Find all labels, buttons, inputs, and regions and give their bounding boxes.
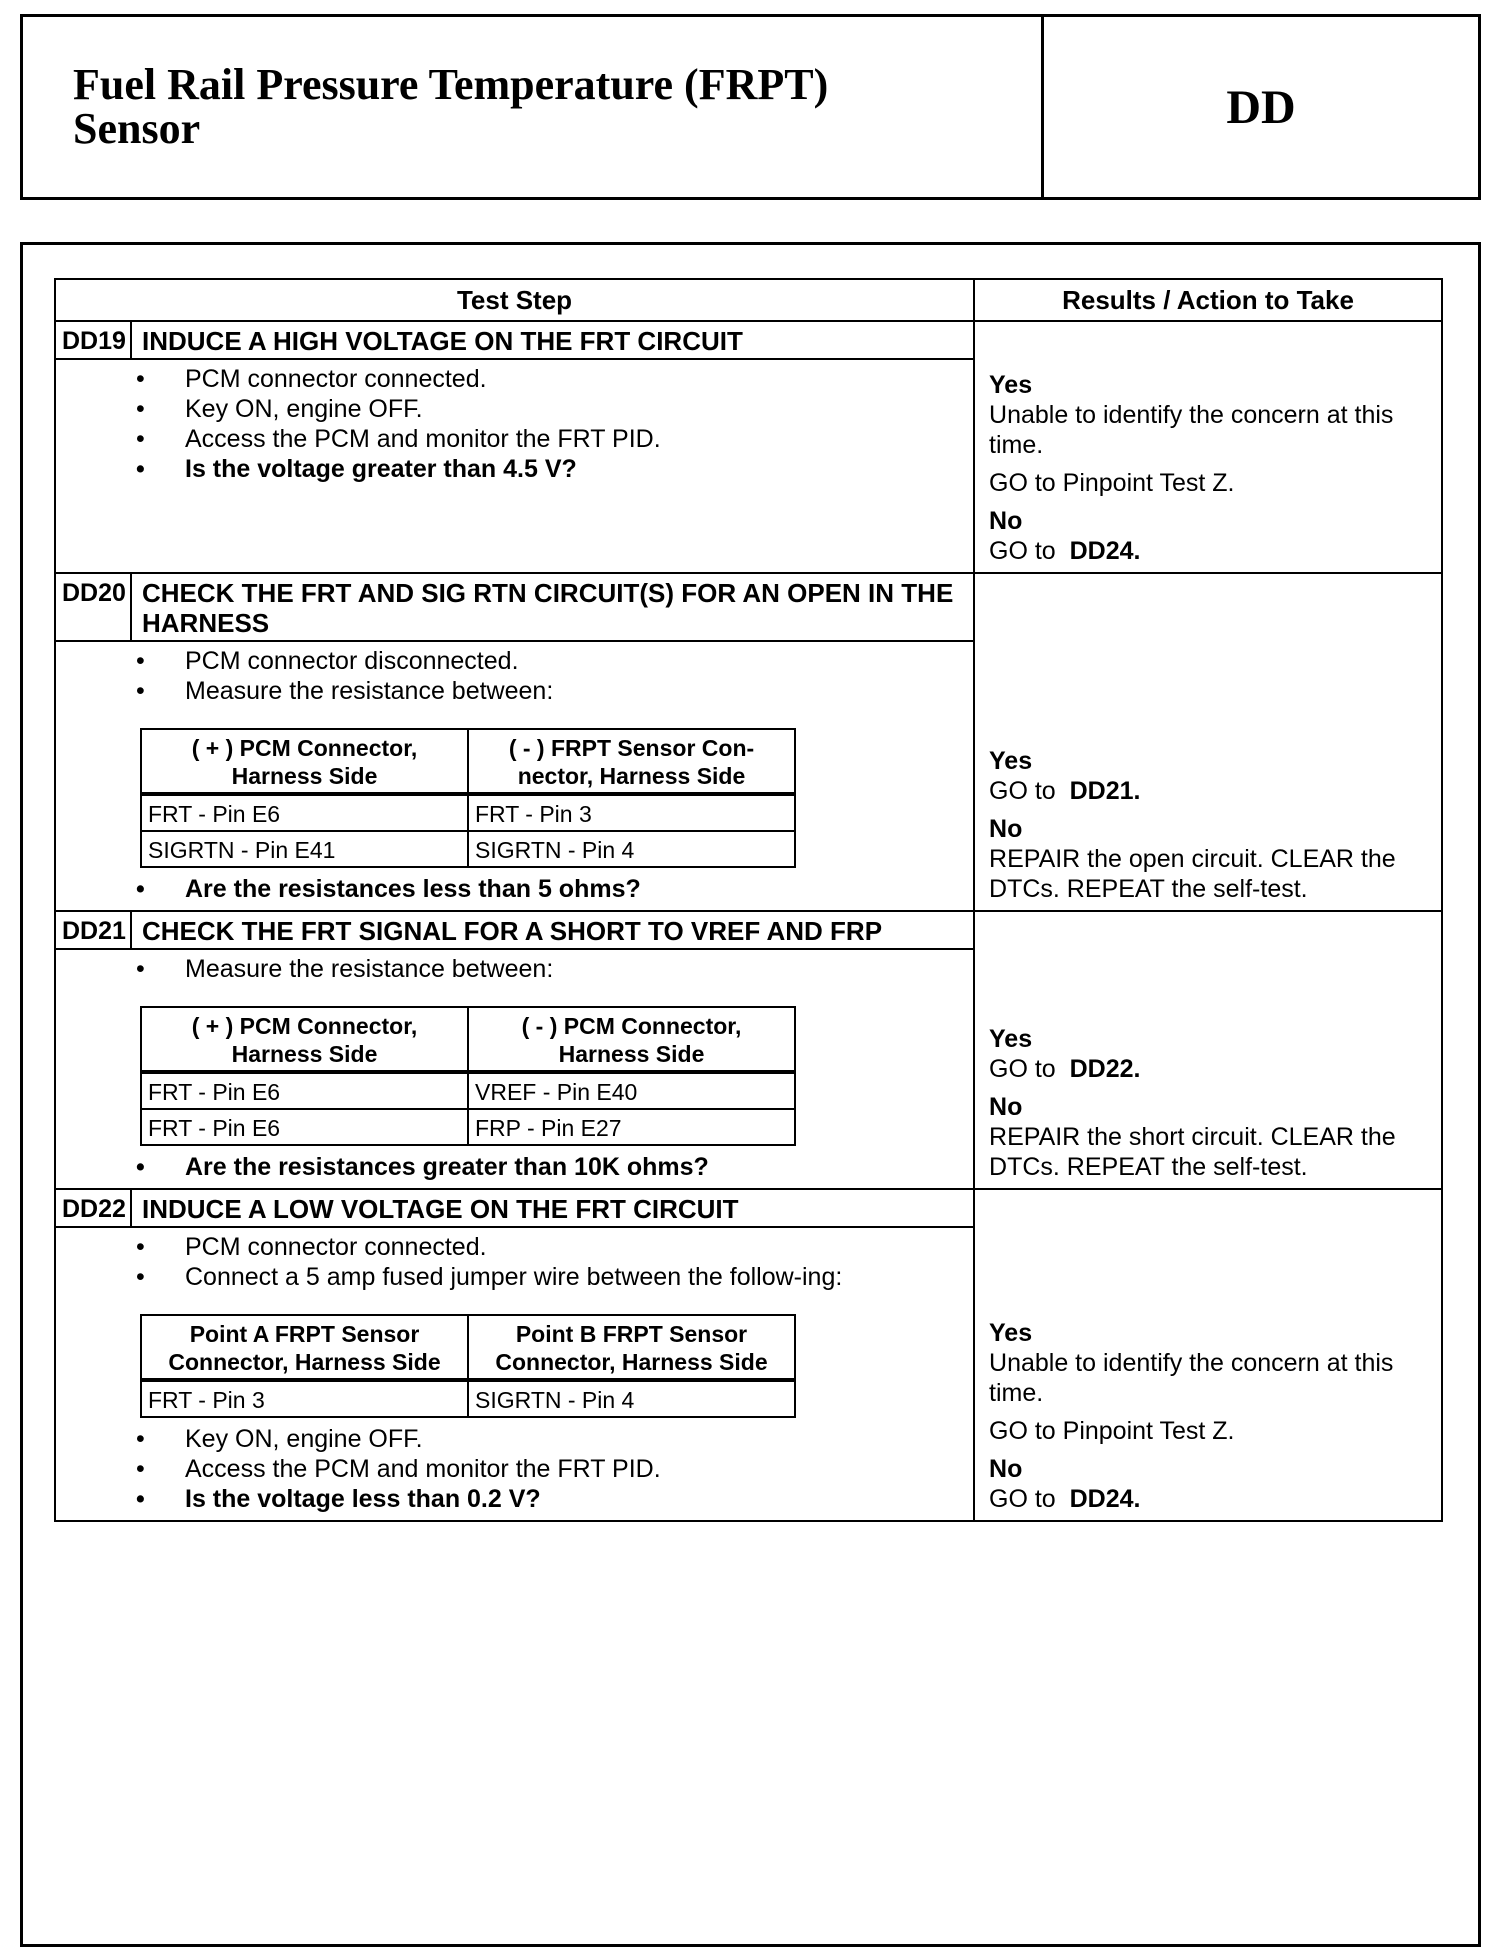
step-body (55, 359, 974, 573)
no-block (989, 1092, 1431, 1182)
step-dd19-results (974, 321, 1442, 573)
step-bullets (136, 646, 963, 706)
test-step-header: Test Step (55, 279, 974, 321)
goto-target: DD21. (1069, 777, 1141, 805)
no-label: No (989, 815, 1023, 843)
yes-label: Yes (989, 747, 1033, 775)
step-bullet: • Measure the resistance between: (136, 954, 963, 984)
page-title-line1: Fuel Rail Pressure Temperature (FRPT) (73, 60, 829, 109)
measurement-row (141, 831, 795, 867)
measurement-cell: SIGRTN - Pin E41 (141, 831, 468, 867)
measurement-cell: FRT - Pin E6 (141, 1109, 468, 1145)
measurement-header: ( - ) PCM Connector, Harness Side (468, 1007, 795, 1072)
step-question-list (136, 1152, 963, 1182)
no-label: No (989, 1093, 1023, 1121)
no-label: No (989, 1455, 1023, 1483)
measurement-cell: SIGRTN - Pin 4 (468, 831, 795, 867)
measurement-cell: FRT - Pin E6 (141, 1072, 468, 1109)
no-block (989, 506, 1431, 566)
step-question: • Are the resistances less than 5 ohms? (136, 874, 963, 904)
page-title-line2: Sensor (73, 104, 201, 153)
step-title: INDUCE A LOW VOLTAGE ON THE FRT CIRCUIT (131, 1189, 974, 1227)
jumper-header: Point B FRPT Sensor Connector, Harness Side (468, 1315, 795, 1380)
step-dd21-title-row (55, 911, 1442, 949)
results-header: Results / Action to Take (974, 279, 1442, 321)
step-bullet: • Access the PCM and monitor the FRT PID. (136, 424, 963, 454)
yes-block (989, 1318, 1431, 1408)
step-dd20-results (974, 573, 1442, 911)
measurement-cell: FRT - Pin 3 (468, 794, 795, 831)
step-title: INDUCE A HIGH VOLTAGE ON THE FRT CIRCUIT (131, 321, 974, 359)
measurement-table (140, 728, 796, 868)
yes-block (989, 1024, 1431, 1084)
goto-prefix: GO to (989, 777, 1056, 805)
table-header-row (55, 279, 1442, 321)
measurement-header: ( - ) FRPT Sensor Con-nector, Harness Side (468, 729, 795, 794)
step-title: CHECK THE FRT AND SIG RTN CIRCUIT(S) FOR AN OPEN IN THE HARNESS (131, 573, 974, 641)
measurement-cell: VREF - Pin E40 (468, 1072, 795, 1109)
step-dd22-results (974, 1189, 1442, 1521)
step-body (55, 641, 974, 911)
jumper-cell: FRT - Pin 3 (141, 1380, 468, 1417)
yes-action: GO to Pinpoint Test Z. (989, 1417, 1235, 1445)
step-dd20-title-row (55, 573, 1442, 641)
measurement-row (141, 794, 795, 831)
no-block (989, 1454, 1431, 1514)
measurement-cell: FRT - Pin E6 (141, 794, 468, 831)
step-id: DD21 (55, 911, 131, 949)
yes-text: Unable to identify the concern at this time. (989, 1349, 1394, 1407)
step-question: • Are the resistances greater than 10K ohms? (136, 1152, 963, 1182)
no-label: No (989, 507, 1023, 535)
goto-target: DD22. (1069, 1055, 1141, 1083)
measurement-cell: FRP - Pin E27 (468, 1109, 795, 1145)
jumper-row (141, 1380, 795, 1417)
yes-goto (989, 1054, 1431, 1084)
measurement-row (141, 1109, 795, 1145)
step-dd19-title-row (55, 321, 1442, 359)
step-title: CHECK THE FRT SIGNAL FOR A SHORT TO VREF AND FRP (131, 911, 974, 949)
step-id: DD19 (55, 321, 131, 359)
yes-label: Yes (989, 1319, 1033, 1347)
measurement-table (140, 1006, 796, 1146)
jumper-header: Point A FRPT Sensor Connector, Harness Side (141, 1315, 468, 1380)
step-bullet: • Key ON, engine OFF. (136, 1424, 963, 1454)
step-bullet: • Key ON, engine OFF. (136, 394, 963, 424)
section-code: DD (1226, 80, 1296, 134)
measurement-row (141, 1072, 795, 1109)
goto-prefix: GO to (989, 537, 1056, 565)
test-step-table (54, 278, 1443, 1522)
step-body (55, 1227, 974, 1521)
step-bullets (136, 1232, 963, 1292)
jumper-cell: SIGRTN - Pin 4 (468, 1380, 795, 1417)
step-bullet: • PCM connector disconnected. (136, 646, 963, 676)
yes-action: GO to Pinpoint Test Z. (989, 469, 1235, 497)
yes-block (989, 370, 1431, 460)
yes-text: Unable to identify the concern at this time. (989, 401, 1394, 459)
step-bullets (136, 954, 963, 984)
page-header (20, 14, 1481, 200)
step-id: DD22 (55, 1189, 131, 1227)
yes-label: Yes (989, 371, 1033, 399)
step-id: DD20 (55, 573, 131, 641)
no-goto (989, 1484, 1431, 1514)
step-question: • Is the voltage less than 0.2 V? (136, 1484, 963, 1514)
yes-goto (989, 776, 1431, 806)
goto-target: DD24. (1069, 1485, 1141, 1513)
step-question-list (136, 874, 963, 904)
step-bullets (136, 364, 963, 484)
step-dd22-title-row (55, 1189, 1442, 1227)
no-text: REPAIR the open circuit. CLEAR the DTCs. REPEAT the self-test. (989, 845, 1396, 903)
step-bullet: • Measure the resistance between: (136, 676, 963, 706)
goto-prefix: GO to (989, 1055, 1056, 1083)
step-body (55, 949, 974, 1189)
step-bullet: • PCM connector connected. (136, 364, 963, 394)
yes-block (989, 746, 1431, 806)
no-goto (989, 536, 1431, 566)
step-bullets-after (136, 1424, 963, 1514)
jumper-table (140, 1314, 796, 1418)
step-bullet: • PCM connector connected. (136, 1232, 963, 1262)
step-dd21-results (974, 911, 1442, 1189)
step-bullet: • Access the PCM and monitor the FRT PID. (136, 1454, 963, 1484)
goto-target: DD24. (1069, 537, 1141, 565)
step-bullet: • Connect a 5 amp fused jumper wire between the follow-ing: (136, 1262, 963, 1292)
measurement-header: ( + ) PCM Connector, Harness Side (141, 1007, 468, 1072)
no-text: REPAIR the short circuit. CLEAR the DTCs. REPEAT the self-test. (989, 1123, 1396, 1181)
measurement-header: ( + ) PCM Connector, Harness Side (141, 729, 468, 794)
goto-prefix: GO to (989, 1485, 1056, 1513)
no-block (989, 814, 1431, 904)
page-title (23, 17, 1044, 197)
step-question: • Is the voltage greater than 4.5 V? (136, 454, 963, 484)
yes-label: Yes (989, 1025, 1033, 1053)
